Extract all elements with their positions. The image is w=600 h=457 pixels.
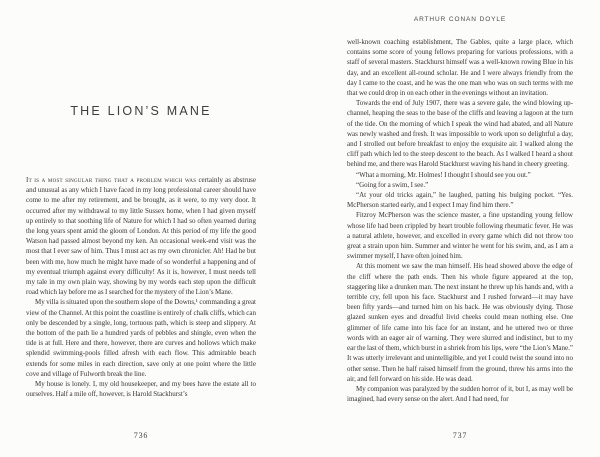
page-right [347,0,573,457]
paragraph: My house is lonely. I, my old housekeeper, and my bees have the estate all to ourselves. Half a mile off, however, is Harold Stackhurst’s [26,380,256,399]
paragraph: Fitzroy McPherson was the science master, a fine upstanding young fellow whose life had been crippled by heart trouble following rheumatic fever. He was a natural athlete, however, and excelled in every game which did not throw too great a strain upon him. Summer and winter he went for his swim, and, as I am a swimmer myself, I have often joined him. [347,211,573,261]
small-caps-lead: It is a most singular thing that a problem which was [26,176,197,184]
page-left-body [26,175,256,428]
paragraph: It is a most singular thing that a problem which was certainly as abstruse and unusual as any which I have faced in my long professional career should have come to me after my retirement, and be brought, as it were, to my very door. It occurred after my withdrawal to my little Sussex home, when I had given myself up entirely to that soothing life of Nature for which I had so often yearned during the long years spent amid the gloom of London. At this period of my life the good Watson had passed almost beyond my ken. An occasional week-end visit was the most that I ever saw of him. Thus I must act as my own chronicler. Ah! Had he but been with me, how much he might have made of so wonderful a happening and of my eventual triumph against every difficulty! As it is, however, I must needs tell my tale in my own plain way, showing by my words each step upon the difficult road which lay before me as I searched for the mystery of the Lion’s Mane. [26,176,256,297]
paragraph: My villa is situated upon the southern slope of the Downs,¹ commanding a great view of the Channel. At this point the coastline is entirely of chalk cliffs, which can only be descended by a single, long, tortuous path, which is steep and slippery. At the bottom of the path lie a hundred yards of pebbles and shingle, even when the tide is at full. Here and there, however, there are curves and hollows which make splendid swimming-pools filled afresh with each flow. This admirable beach extends for some miles in each direction, save only at one point where the little cove and village of Fulworth break the line. [26,298,256,378]
page-number-left: 736 [133,431,149,440]
paragraph: well-known coaching establishment, The Gables, quite a large place, which contains some score of young fellows preparing for various professions, with a staff of several masters. Stackhurst himself was a well-known rowing Blue in his day, and an excellent all-round scholar. He and I were always friendly from the day I came to the coast, and he was the one man who was on such terms with me that we could drop in on each other in the evenings without an invitation. [347,38,573,98]
paragraph: “At your old tricks again,” he laughed, patting his bulging pocket. “Yes. McPherson started early, and I expect I may find him there.” [347,191,573,210]
paragraph: At this moment we saw the man himself. His head showed above the edge of the cliff where the path ends. Then his whole figure appeared at the top, staggering like a drunken man. The next instant he threw up his hands and, with a terrible cry, fell upon his face. Stackhurst and I rushed forward—it may have been fifty yards—and turned him on his back. He was obviously dying. Those glazed sunken eyes and dreadful livid cheeks could mean nothing else. One glimmer of life came into his face for an instant, and he uttered two or three words with an eager air of warning. They were slurred and indistinct, but to my ear the last of them, which burst in a shriek from his lips, were “the Lion’s Mane.” It was utterly irrelevant and unintelligible, and yet I could twist the sound into no other sense. Then he half raised himself from the ground, threw his arms into the air, and fell forward on his side. He was dead. [347,262,573,383]
paragraph: “Going for a swim, I see.” [356,180,429,189]
paragraph: Towards the end of July 1907, there was a severe gale, the wind blowing up-channel, heaping the seas to the base of the cliffs and leaving a lagoon at the turn of the tide. On the morning of which I speak the wind had abated, and all Nature was newly washed and fresh. It was impossible to work upon so delightful a day, and I strolled out before breakfast to enjoy the exquisite air. I walked along the cliff path which led to the steep descent to the beach. As I walked I heard a shout behind me, and there was Harold Stackhurst waving his hand in cheery greeting. [347,99,573,169]
page-number-right: 737 [452,431,468,440]
running-header-author: ARTHUR CONAN DOYLE [413,16,507,23]
page-right-body [347,37,573,433]
paragraph: My companion was paralyzed by the sudden horror of it, but I, as may well be imagined, had every sense on the alert. And I had need, for [347,384,573,404]
chapter-title: THE LION’S MANE [70,104,212,118]
paragraph: “What a morning, Mr. Holmes! I thought I should see you out.” [356,170,531,179]
page-left [26,0,256,457]
